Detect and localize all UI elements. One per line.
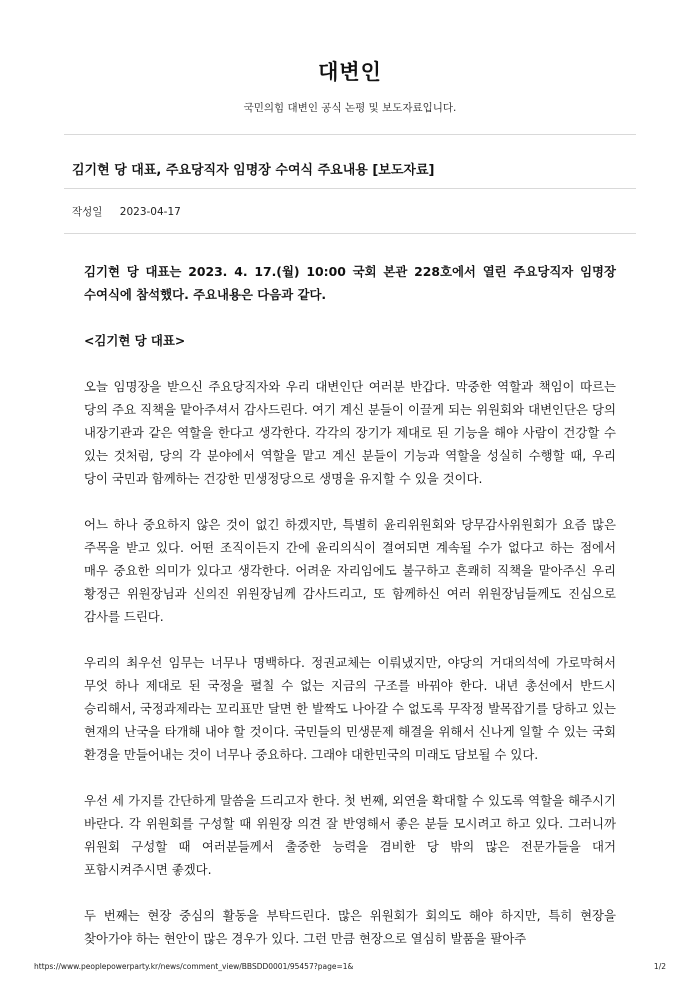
body-paragraph: 두 번째는 현장 중심의 활동을 부탁드린다. 많은 위원회가 회의도 해야 하지만, 특히 현장을 찾아가야 하는 현안이 많은 경우가 있다. 그런 만큼 현장으로 열심히 발품을 팔아주 [84,908,616,946]
site-description: 국민의힘 대변인 공식 논평 및 보도자료입니다. [243,102,457,114]
body-paragraph: 어느 하나 중요하지 않은 것이 없긴 하겠지만, 특별히 윤리위원회와 당무감사위원회가 요즘 많은 주목을 받고 있다. 어떤 조직이든지 간에 윤리의식이 결여되면 계속될 수가 없다고 하는 점에서 매우 중요한 의미가 있다고 생각한다. 어려운 자리임에도 불구하고 흔쾌히 직책을 맡아주신 우리 황정근 위원장님과 신의진 위원장님께 감사드리고, 또 함께하신 여러 위원장님들께도 진심으로 감사를 드린다. [84,517,616,624]
page-number: 1/2 [653,962,666,971]
page-footer [34,962,666,971]
article-body [84,260,616,973]
date-value: 2023-04-17 [119,206,181,218]
body-paragraph: 우리의 최우선 임무는 너무나 명백하다. 정권교체는 이뤄냈지만, 야당의 거대의석에 가로막혀서 무엇 하나 제대로 된 국정을 펼칠 수 없는 지금의 구조를 바꿔야 한다. 내년 총선에서 반드시 승리해서, 국정과제라는 꼬리표만 달면 한 발짝도 나아갈 수 없도록 무작정 발목잡기를 당하고 있는 현재의 난국을 타개해 내야 할 것이다. 국민들의 민생문제 해결을 위해서 신나게 일할 수 있는 국회 환경을 만들어내는 것이 너무나 중요하다. 그래야 대한민국의 미래도 담보될 수 있다. [84,655,616,762]
article-meta [72,204,181,219]
source-url: https://www.peoplepowerparty.kr/news/comment_view/BBSDD0001/95457?page=1& [34,962,354,971]
site-header [0,56,700,115]
body-paragraph: 우선 세 가지를 간단하게 말씀을 드리고자 한다. 첫 번째, 외연을 확대할 수 있도록 역할을 해주시기 바란다. 각 위원회를 구성할 때 위원장 의견 잘 반영해서 좋은 분들 모시려고 하고 있다. 그러니까 위원회 구성할 때 여러분들께서 출중한 능력을 겸비한 당 밖의 많은 전문가들을 대거 포함시켜주시면 좋겠다. [84,793,616,877]
body-paragraph: 오늘 임명장을 받으신 주요당직자와 우리 대변인단 여러분 반갑다. 막중한 역할과 책임이 따르는 당의 주요 직책을 맡아주셔서 감사드린다. 여기 계신 분들이 이끌게 되는 위원회와 대변인단은 당의 내장기관과 같은 역할을 한다고 생각한다. 각각의 장기가 제대로 된 기능을 해야 사람이 건강할 수 있는 것처럼, 당의 각 분야에서 역할을 맡고 계신 분들이 기능과 역할을 성실히 수행할 때, 우리 당이 국민과 함께하는 건강한 민생정당으로 생명을 유지할 수 있을 것이다. [84,379,616,486]
divider-top [64,134,636,135]
speaker-heading: <김기현 당 대표> [84,333,186,348]
divider-meta [64,233,636,234]
divider-title [64,188,636,189]
lead-paragraph: 김기현 당 대표는 2023. 4. 17.(월) 10:00 국회 본관 228호에서 열린 주요당직자 임명장 수여식에 참석했다. 주요내용은 다음과 같다. [84,264,616,302]
date-label: 작성일 [72,206,103,218]
site-title: 대변인 [318,60,382,84]
article-title: 김기현 당 대표, 주요당직자 임명장 수여식 주요내용 [보도자료] [72,163,435,178]
